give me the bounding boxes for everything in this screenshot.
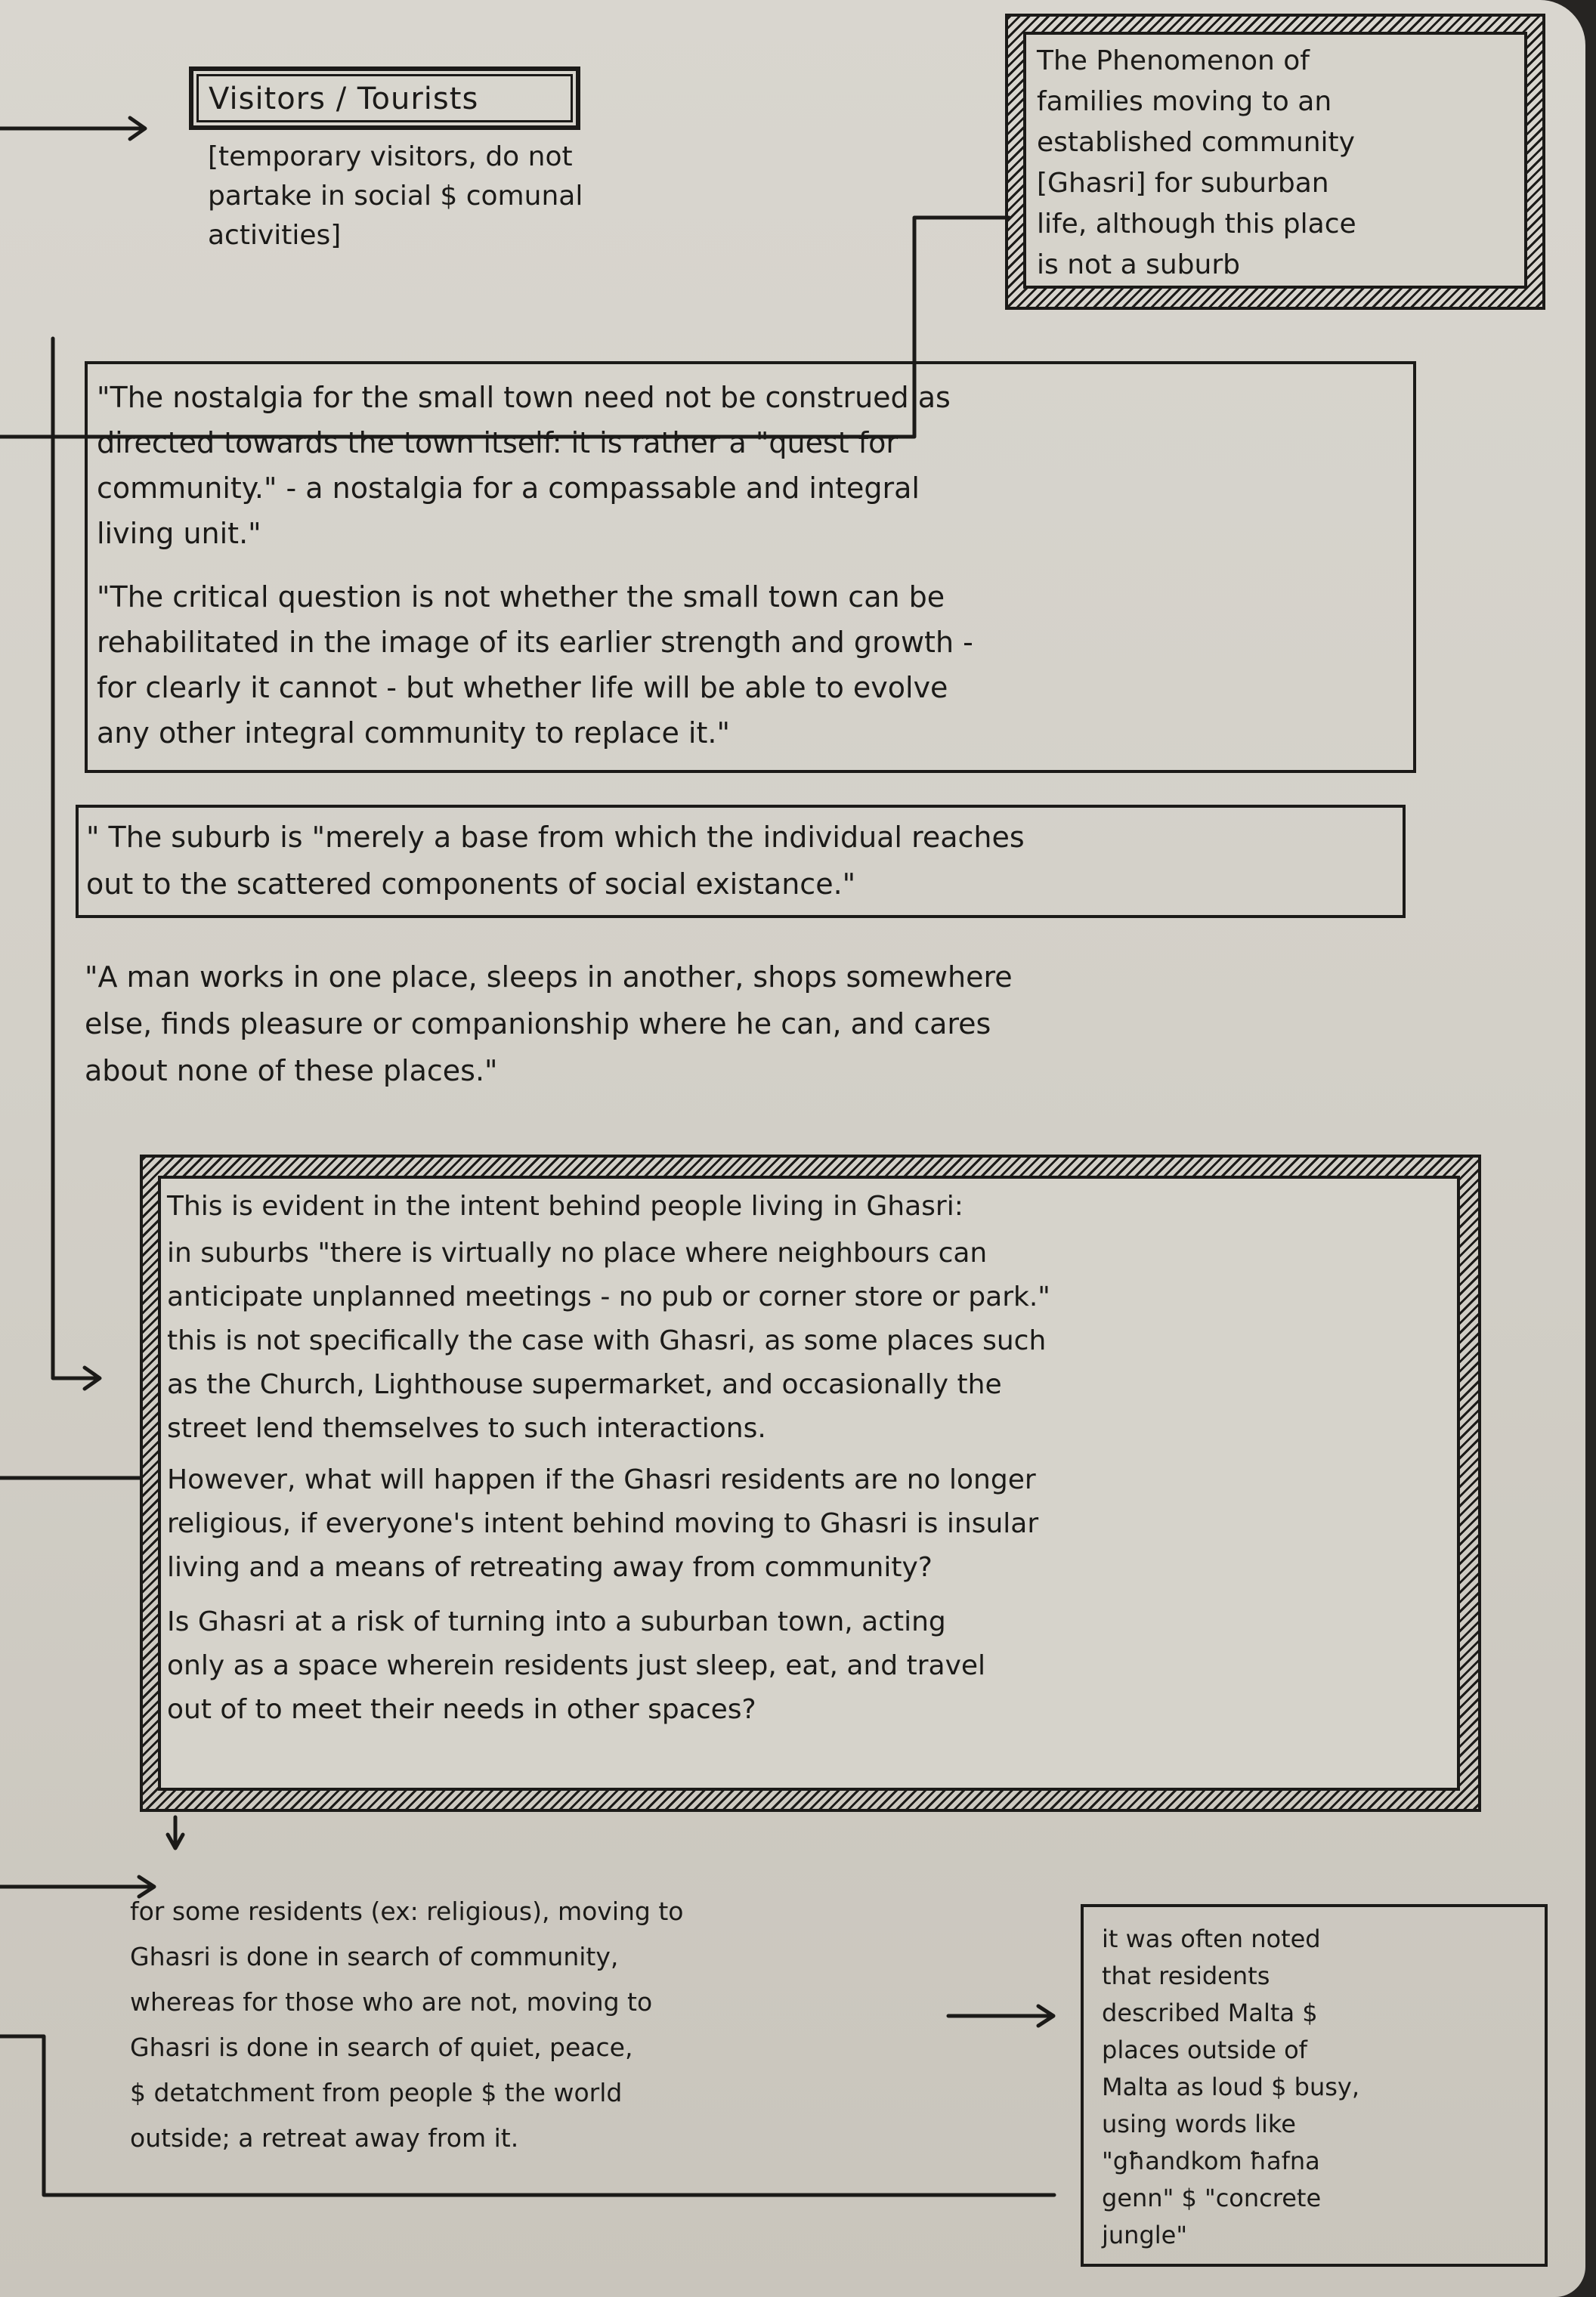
arrow-head-evident (85, 1368, 100, 1389)
visitors-title-box (189, 66, 580, 130)
residents-text: for some residents (ex: religious), moving to Ghasri is done in search of community, whereas for those who are not, moving to Ghasri is done in search of quiet, peace, $ detatchment from people $ the world outside; a retreat away from it. (130, 1897, 684, 2153)
suburb-quote-box (76, 805, 1406, 918)
malta-text: it was often noted that residents described Malta $ places outside of Malta as loud $ busy, using words like "għandkom ħafna genn" $ "concrete jungle" (1102, 1924, 1360, 2249)
phenomenon-inner (1023, 32, 1527, 289)
evident-paragraph-1: in suburbs "there is virtually no place where neighbours can anticipate unplanned meetings - no pub or corner store or park." this is not specifically the case with Ghasri, as some places such as the Church, Lighthouse supermarket, and occasionally the street lend themselves to such interactions. (167, 1238, 1050, 1444)
malta-box (1081, 1904, 1548, 2267)
arrow-head-down (168, 1835, 183, 1848)
phenomenon-frame (1005, 14, 1545, 310)
arrow-head-visitors (130, 118, 145, 139)
nostalgia-quote-box (85, 361, 1416, 773)
evident-frame (140, 1155, 1481, 1812)
evident-intro: This is evident in the intent behind people living in Ghasri: (167, 1191, 963, 1222)
man-works-quote: "A man works in one place, sleeps in another, shops somewhere else, finds pleasure or companionship where he can, and cares about none of these places." (85, 960, 1013, 1087)
evident-inner (158, 1176, 1460, 1791)
suburb-quote: " The suburb is "merely a base from which the individual reaches out to the scattered components of social existance." (86, 821, 1025, 901)
evident-paragraph-2: However, what will happen if the Ghasri residents are no longer religious, if everyone's intent behind moving to Ghasri is insular living and a means of retreating away from community? (167, 1464, 1039, 1583)
nostalgia-quote-2: "The critical question is not whether the small town can be rehabilitated in the image of its earlier strength and growth - for clearly it cannot - but whether life will be able to evolve any other integral community to replace it." (97, 580, 973, 750)
nostalgia-quote-1: "The nostalgia for the small town need not be construed as directed towards the town itself: it is rather a "quest for community." - a nostalgia for a compassable and integral living unit." (97, 381, 951, 550)
phenomenon-text: The Phenomenon of families moving to an established community [Ghasri] for suburban life, although this place is not a suburb (1037, 45, 1356, 280)
arrow-head-malta (1038, 2006, 1053, 2026)
visitors-note: [temporary visitors, do not partake in social $ comunal activities] (208, 141, 583, 251)
evident-paragraph-3: Is Ghasri at a risk of turning into a suburban town, acting only as a space wherein residents just sleep, eat, and travel out of to meet their needs in other spaces? (167, 1606, 986, 1725)
visitors-title: Visitors / Tourists (209, 82, 479, 116)
